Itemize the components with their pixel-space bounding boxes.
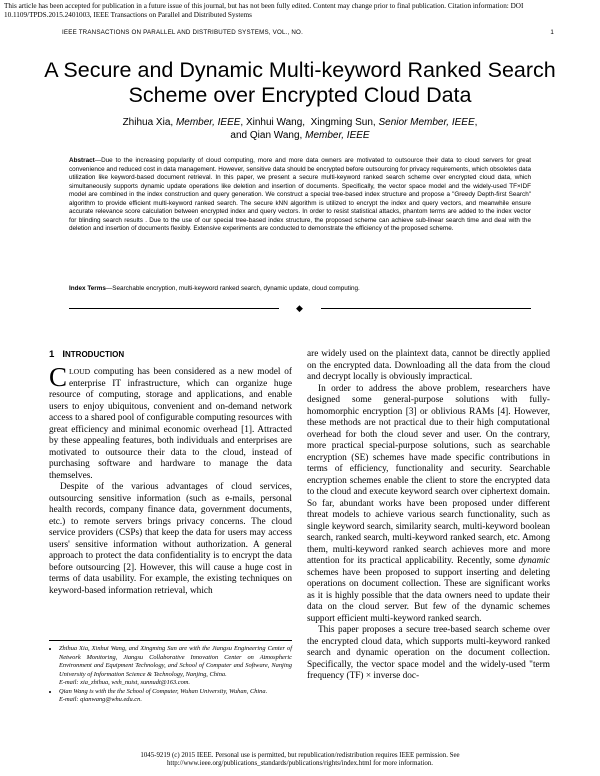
running-header bbox=[62, 29, 554, 36]
footer-line-1: 1045-9219 (c) 2015 IEEE. Personal use is permitted, but republication/redistribution requires IEEE permission. See bbox=[140, 752, 460, 759]
copyright-footer bbox=[60, 752, 540, 768]
paragraph bbox=[49, 362, 292, 482]
section-title-rest: NTRODUCTION bbox=[65, 350, 125, 359]
drop-cap: C bbox=[49, 362, 68, 392]
abstract bbox=[69, 157, 531, 234]
footnote-email-2: E-mail: qianwang@whu.edu.cn. bbox=[59, 696, 142, 703]
footer-line-2: http://www.ieee.org/publications_standards/publications/rights/index.html for more information. bbox=[166, 760, 433, 767]
right-paragraph-2-b: schemes have been proposed to support inserting and deleting operations on document collection. These are significant works as it is highly possible that the data owners need to update their data on the cloud server. But few of the dynamic schemes support efficient multi-keyword ranked search. bbox=[307, 567, 550, 624]
author-line-1: Zhihua Xia, Member, IEEE, Xinhui Wang, Xingming Sun, Senior Member, IEEE, bbox=[122, 117, 478, 128]
index-terms bbox=[69, 285, 531, 292]
right-column bbox=[307, 349, 550, 683]
divider-line-left bbox=[69, 308, 279, 309]
affiliation-footnotes bbox=[49, 645, 292, 705]
abstract-label: Abstract bbox=[69, 157, 95, 164]
footnote-item bbox=[59, 688, 292, 705]
drop-cap-rest: LOUD bbox=[69, 367, 91, 376]
footnote-affiliation-2: Qian Wang is with the the School of Computer, Wuhan University, Wuhan, China. bbox=[59, 687, 268, 695]
emphasis-dynamic: dynamic bbox=[518, 556, 550, 567]
left-paragraph-2: Despite of the various advantages of cloud services, outsourcing sensitive information (such as e-mails, personal health records, company finance data, government documents, etc.) to remote servers brings privacy concerns. The cloud service providers (CSPs) that keep the data for users may access users' sensitive information without authorization. A general approach to protect the data confidentiality is to encrypt the data before outsourcing [2]. However, this will cause a huge cost in terms of data usability. For example, the existing techniques on keyword-based information retrieval, which bbox=[49, 482, 292, 596]
divider-line-right bbox=[321, 308, 531, 309]
footnote-affiliation-1: Zhihua Xia, Xinhui Wang, and Xingming Sun are with the Jiangsu Engineering Center of Network Monitoring, Jiangsu Collaborative Innovation Center on Atmospheric Environment and Equipment Technology, and School of Computer and Software, Nanjing University of Information Science & Technology, Nanjing, China. bbox=[59, 645, 292, 678]
section-initial: I bbox=[62, 349, 66, 360]
right-paragraph-3: This paper proposes a secure tree-based search scheme over the encrypted cloud data, which supports multi-keyword ranked search and dynamic operation on the document collection. Specifically, the vector space model and the widely-used "term frequency (TF) × inverse doc- bbox=[307, 625, 550, 682]
index-terms-label: Index Terms bbox=[69, 285, 106, 292]
divider-diamond-icon: ◆ bbox=[296, 303, 303, 313]
index-terms-text: —Searchable encryption, multi-keyword ranked search, dynamic update, cloud computing. bbox=[105, 285, 360, 292]
author-line-2: and Qian Wang, Member, IEEE bbox=[230, 130, 370, 141]
section-divider bbox=[69, 303, 531, 313]
section-heading bbox=[49, 349, 124, 360]
left-column bbox=[49, 362, 292, 597]
right-paragraph-2-a: In order to address the above problem, researchers have designed some general-purpose solutions with fully-homomorphic encryption [3] or oblivious RAMs [4]. However, these methods are not practical due to their high computational overhead for both the cloud sever and user. On the contrary, more practical special-purpose solutions, such as searchable encryption (SE) schemes have made specific contributions in terms of efficiency, functionality and security. Searchable encryption schemes enable the client to store the encrypted data to the cloud and execute keyword search over ciphertext domain. So far, abundant works have been proposed under different threat models to achieve various search functionality, such as single keyword search, similarity search, multi-keyword boolean search, ranked search, multi-keyword ranked search, etc. Among them, multi-keyword ranked search achieves more and more attention for its practical applicability. Recently, some bbox=[307, 383, 550, 567]
section-number: 1 bbox=[49, 349, 55, 360]
author-block bbox=[100, 116, 500, 142]
accepted-article-banner: This article has been accepted for publication in a future issue of this journal, but has not been fully edited. Content may change prior to final publication. Citation information: DOI 10.1109/TPDS.2015.2401003, IEEE Transactions on Parallel and Distributed Systems bbox=[4, 2, 524, 19]
abstract-text: —Due to the increasing popularity of cloud computing, more and more data owners are motivated to outsource their data to cloud servers for great convenience and reduced cost in data management. However, sensitive data should be encrypted before outsourcing for privacy requirements, which obsoletes data utilization like keyword-based document retrieval. In this paper, we present a secure multi-keyword ranked search scheme over encrypted cloud data, which simultaneously supports dynamic update operations like deletion and insertion of documents. Specifically, the vector space model and the widely-used TF×IDF model are combined in the index construction and query generation. We construct a special tree-based index structure and propose a "Greedy Depth-first Search" algorithm to provide efficient multi-keyword ranked search. The secure kNN algorithm is utilized to encrypt the index and query vectors, and meanwhile ensure accurate relevance score calculation between encrypted index and query vectors. In order to resist statistical attacks, phantom terms are added to the index vector for blinding search results . Due to the use of our special tree-based index structure, the proposed scheme can achieve sub-linear search time and deal with the deletion and insertion of documents flexibly. Extensive experiments are conducted to demonstrate the efficiency of the proposed scheme. bbox=[69, 157, 531, 233]
footnote-rule bbox=[49, 640, 292, 641]
paper-title: A Secure and Dynamic Multi-keyword Ranked Search Scheme over Encrypted Cloud Data bbox=[44, 58, 556, 107]
right-paragraph-1: are widely used on the plaintext data, cannot be directly applied on the encrypted data. Downloading all the data from the cloud and decrypt locally is obviously impractical. bbox=[307, 349, 550, 383]
page-number: 1 bbox=[550, 29, 554, 36]
right-paragraph-2 bbox=[307, 384, 550, 626]
footnote-email-1: E-mail: xia_zhihua, wxh_nuist, sunnudt@163.com. bbox=[59, 679, 191, 686]
journal-header: IEEE TRANSACTIONS ON PARALLEL AND DISTRIBUTED SYSTEMS, VOL., NO. bbox=[62, 29, 303, 36]
left-paragraph-1: computing has been considered as a new model of enterprise IT infrastructure, which can organize huge resource of computing, storage and applications, and enable users to enjoy ubiquitous, convenient and on-demand network access to a shared pool of configurable computing resources with great efficiency and minimal economic overhead [1]. Attracted by these appealing features, both individuals and enterprises are motivated to outsource their data to the cloud, instead of purchasing software and hardware to manage the data themselves. bbox=[49, 367, 292, 481]
footnote-item bbox=[59, 645, 292, 688]
